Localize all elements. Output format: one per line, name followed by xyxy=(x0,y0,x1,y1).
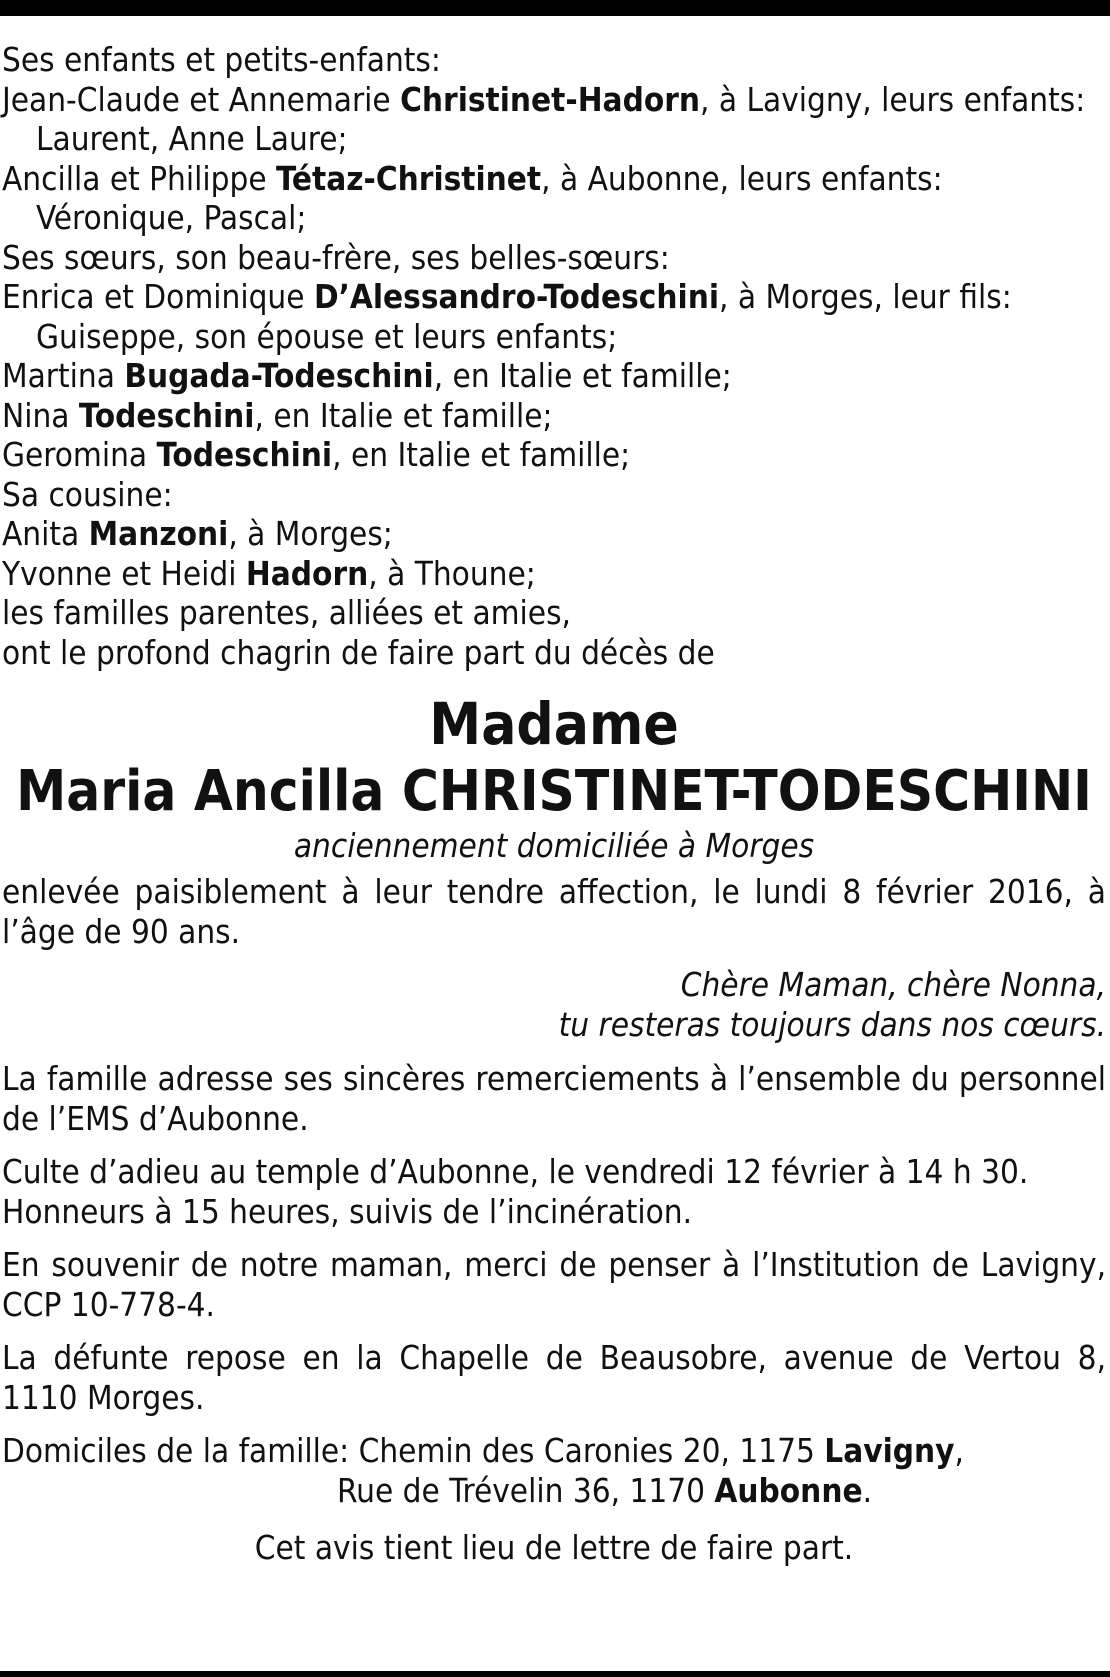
address-line xyxy=(2,1431,1106,1471)
family-line xyxy=(2,356,1106,396)
thanks-paragraph: La famille adresse ses sincères remerciements à l’ensemble du personnel de l’EMS d’Aubonne. xyxy=(2,1059,1106,1138)
family-name-bold: Bugada-Todeschini xyxy=(124,356,434,395)
family-line-text: Nina xyxy=(2,395,79,435)
address-punct: . xyxy=(862,1470,873,1510)
family-line xyxy=(2,475,1106,515)
family-name-bold: Hadorn xyxy=(245,553,369,593)
family-name-bold: Tétaz-Christinet xyxy=(276,158,542,198)
address-punct: , xyxy=(954,1431,964,1470)
family-line xyxy=(2,514,1106,554)
family-line-text: Enrica et Dominique xyxy=(2,277,314,316)
family-line-text: Véronique, Pascal; xyxy=(36,198,307,237)
family-line-text: Martina xyxy=(2,356,125,395)
address-line xyxy=(2,1471,1106,1511)
family-line-suffix: , en Italie et famille; xyxy=(254,395,553,435)
family-intro: Ses enfants et petits-enfants: xyxy=(2,40,441,79)
family-name-bold: Manzoni xyxy=(88,514,229,553)
obituary-notice xyxy=(2,40,1106,1568)
address-text: Chemin des Caronies 20, 1175 xyxy=(358,1431,825,1470)
deceased-name: Maria Ancilla CHRISTINET-TODESCHINI xyxy=(16,759,1092,824)
family-name-bold: Christinet-Hadorn xyxy=(400,79,701,119)
donation-paragraph: En souvenir de notre maman, merci de penser à l’Institution de Lavigny, CCP 10-778-4. xyxy=(2,1245,1106,1324)
family-line xyxy=(2,277,1106,317)
family-name-bold: Todeschini xyxy=(156,435,333,474)
family-line xyxy=(2,593,1106,633)
family-name-bold: D’Alessandro-Todeschini xyxy=(313,277,720,316)
family-name-bold: Todeschini xyxy=(78,395,255,435)
address-text: Rue de Trévelin 36, 1170 xyxy=(337,1470,715,1510)
family-line-text: Sa cousine: xyxy=(2,474,173,514)
chapel-paragraph: La défunte repose en la Chapelle de Beausobre, avenue de Vertou 8, 1110 Morges. xyxy=(2,1338,1106,1417)
family-line xyxy=(2,198,1106,238)
family-line-text: Laurent, Anne Laure; xyxy=(36,119,348,158)
family-line xyxy=(2,554,1106,594)
family-line-suffix: , en Italie et famille; xyxy=(433,356,732,395)
address-town: Aubonne xyxy=(714,1470,863,1510)
family-line xyxy=(2,317,1106,357)
deceased-title: Madame xyxy=(429,690,679,758)
family-line-suffix: , à Thoune; xyxy=(368,553,536,593)
closing-note: Cet avis tient lieu de lettre de faire part. xyxy=(254,1528,854,1567)
address-town: Lavigny xyxy=(824,1431,955,1470)
family-line-text: Ses sœurs, son beau-frère, ses belles-sœurs: xyxy=(2,237,670,277)
family-list xyxy=(2,80,1106,673)
family-line xyxy=(2,80,1106,120)
family-line-suffix: , à Lavigny, leurs enfants: xyxy=(700,79,1086,119)
family-line-text: Guiseppe, son épouse et leurs enfants; xyxy=(36,316,618,356)
family-line xyxy=(2,159,1106,199)
family-line xyxy=(2,435,1106,475)
family-addresses xyxy=(2,1431,1106,1510)
addresses-label: Domiciles de la famille: xyxy=(2,1431,359,1470)
deceased-subtitle: anciennement domiciliée à Morges xyxy=(293,826,815,865)
family-line-suffix: , à Morges, leur fils: xyxy=(719,277,1012,316)
quote-line: tu resteras toujours dans nos cœurs. xyxy=(558,1005,1106,1044)
family-line xyxy=(2,119,1106,159)
ceremony-paragraph: Culte d’adieu au temple d’Aubonne, le vendredi 12 février à 14 h 30. Honneurs à 15 heures, suivis de l’incinération. xyxy=(2,1152,1029,1231)
quote-line: Chère Maman, chère Nonna, xyxy=(680,965,1106,1004)
family-line-text: Geromina xyxy=(2,435,157,474)
bottom-rule xyxy=(0,1671,1110,1677)
epitaph-quote xyxy=(2,965,1106,1045)
family-line-suffix: , en Italie et famille; xyxy=(332,435,631,474)
family-line-suffix: , à Aubonne, leurs enfants: xyxy=(541,158,943,198)
family-line-text: Anita xyxy=(2,514,89,553)
family-line xyxy=(2,238,1106,278)
family-line-suffix: , à Morges; xyxy=(228,514,393,553)
death-announcement: enlevée paisiblement à leur tendre affection, le lundi 8 février 2016, à l’âge de 90 ans. xyxy=(2,872,1106,951)
family-line xyxy=(2,633,1106,673)
family-line-text: les familles parentes, alliées et amies, xyxy=(2,593,571,632)
family-line xyxy=(2,396,1106,436)
family-line-text: Yvonne et Heidi xyxy=(2,553,246,593)
family-line-text: ont le profond chagrin de faire part du décès de xyxy=(2,632,715,672)
top-rule xyxy=(0,0,1110,16)
family-line-text: Jean-Claude et Annemarie xyxy=(2,79,401,119)
family-line-text: Ancilla et Philippe xyxy=(2,158,277,198)
